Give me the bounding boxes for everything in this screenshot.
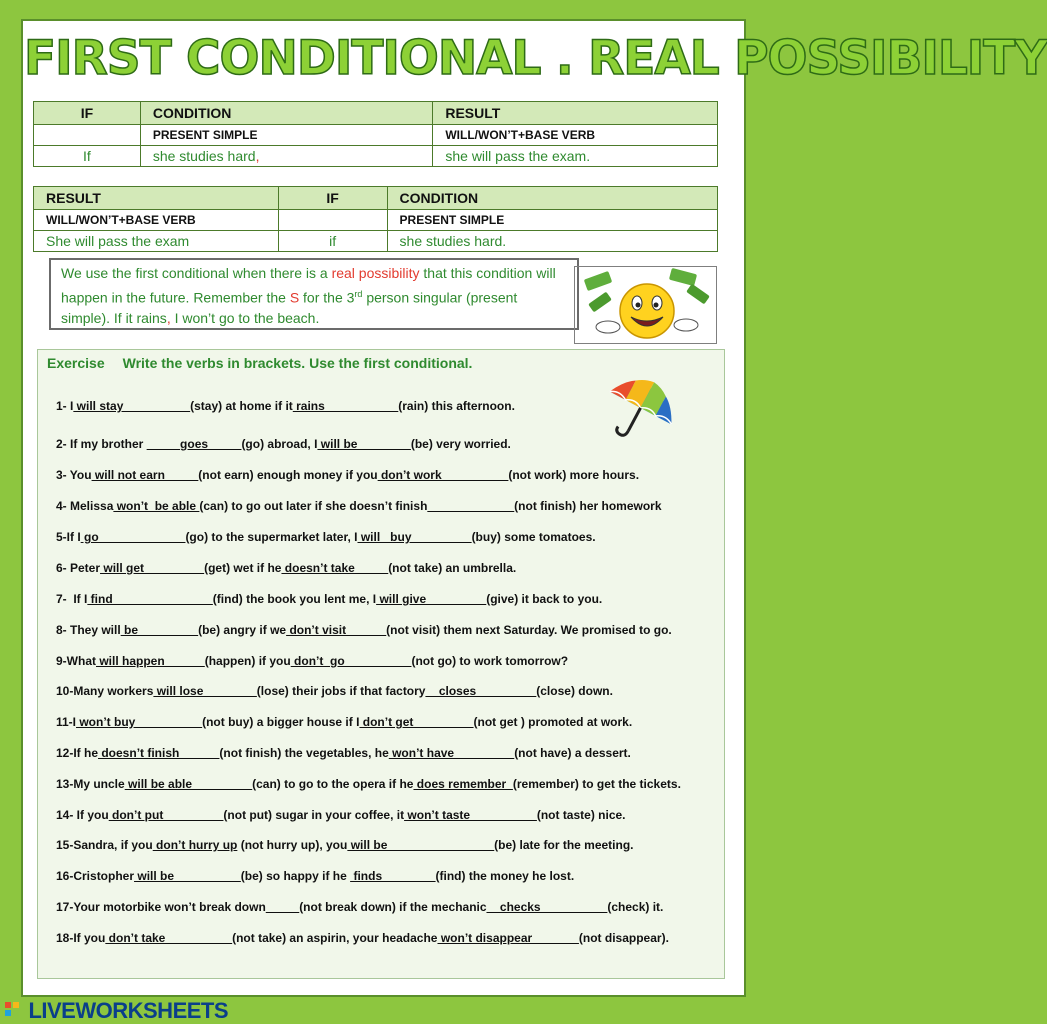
note-highlight-comma: , [166, 309, 171, 326]
exercise-text: (lose) their jobs if that factory [256, 684, 426, 698]
exercise-text: (happen) if you [204, 654, 291, 668]
exercise-text: (not take) an umbrella. [388, 561, 517, 575]
answer-blank[interactable]: won’t disappear_______ [437, 931, 579, 945]
exercise-text: (stay) at home if it [190, 399, 293, 413]
smiley-with-money-icon [575, 267, 716, 343]
exercise-text: (can) to go to the opera if he [252, 777, 414, 791]
answer-blank[interactable]: won’t have_________ [388, 746, 515, 760]
example-if: If [34, 146, 141, 167]
exercise-text: (go) abroad, I [241, 437, 318, 451]
answer-blank[interactable]: will lose________ [153, 684, 257, 698]
sub-result: WILL/WON’T+BASE VERB [34, 210, 279, 231]
answer-blank[interactable]: won’t taste__________ [404, 808, 537, 822]
answer-blank[interactable]: _____________ [427, 499, 515, 513]
exercise-text: (find) the money he lost. [435, 869, 575, 883]
example-condition: she studies hard. [387, 231, 717, 252]
answer-blank[interactable]: will buy_________ [357, 530, 472, 544]
exercise-item [56, 868, 574, 884]
answer-blank[interactable]: will be________________ [347, 838, 495, 852]
table-sub-row [34, 210, 718, 231]
answer-blank[interactable]: will be__________ [134, 869, 241, 883]
header-condition: CONDITION [140, 102, 433, 125]
exercise-item [56, 529, 596, 545]
exercise-text: (buy) some tomatoes. [471, 530, 596, 544]
explanation-note [49, 258, 579, 330]
exercise-text: (be) very worried. [410, 437, 511, 451]
answer-blank[interactable]: won’t be able [113, 499, 200, 513]
exercise-item [56, 622, 672, 638]
exercise-text: 5-If I [56, 530, 81, 544]
exercise-text: (remember) to get the tickets. [512, 777, 681, 791]
exercise-text: (not buy) a bigger house if I [202, 715, 360, 729]
exercise-text: (not work) more hours. [508, 468, 640, 482]
exercise-item [56, 498, 662, 514]
answer-blank[interactable]: _____goes_____ [146, 437, 242, 451]
exercise-text: (not get ) promoted at work. [473, 715, 633, 729]
exercise-text: 1- I [56, 399, 74, 413]
exercise-text: (be) angry if we [198, 623, 287, 637]
note-text: for the 3 [299, 289, 355, 306]
exercise-instruction: Write the verbs in brackets. Use the first conditional. [122, 355, 473, 371]
header-if: IF [34, 102, 141, 125]
exercise-text: (get) wet if he [204, 561, 282, 575]
example-result: she will pass the exam. [433, 146, 718, 167]
exercise-item [56, 683, 613, 699]
answer-blank[interactable]: find_______________ [87, 592, 213, 606]
exercise-text: 17-Your motorbike won’t break down [56, 900, 266, 914]
exercise-item [56, 807, 626, 823]
example-condition [140, 146, 433, 167]
exercise-text: 3- You [56, 468, 92, 482]
exercise-text: (find) the book you lent me, I [212, 592, 377, 606]
answer-blank[interactable]: will stay__________ [73, 399, 191, 413]
answer-blank[interactable]: don’t get_________ [359, 715, 474, 729]
exercise-item [56, 899, 663, 915]
answer-blank[interactable]: don’t put_________ [108, 808, 224, 822]
exercise-text: 9-What [56, 654, 96, 668]
answer-blank[interactable]: be_________ [120, 623, 199, 637]
note-text: We use the first conditional when there is a [61, 265, 332, 281]
exercise-text: (not break down) if the mechanic [299, 900, 487, 914]
exercise-text: (not hurry up), you [237, 838, 348, 852]
sub-if [34, 125, 141, 146]
answer-blank[interactable]: doesn’t finish______ [98, 746, 220, 760]
answer-blank[interactable]: will be able_________ [124, 777, 253, 791]
exercise-text: 15-Sandra, if you [56, 838, 153, 852]
answer-blank[interactable]: will happen______ [96, 654, 205, 668]
header-condition: CONDITION [387, 187, 717, 210]
smiley-money-image [574, 266, 717, 344]
answer-blank[interactable]: don’t work__________ [377, 468, 509, 482]
umbrella-image [600, 370, 682, 444]
brand-name: LIVEWORKSHEETS [28, 998, 229, 1023]
page-title: FIRST CONDITIONAL . REAL POSSIBILITY [24, 31, 1047, 86]
exercise-heading [47, 355, 472, 371]
answer-blank[interactable]: don’t hurry up [152, 838, 238, 852]
table-header-row [34, 187, 718, 210]
answer-blank[interactable]: go_____________ [80, 530, 186, 544]
table-header-row [34, 102, 718, 125]
sub-result: WILL/WON’T+BASE VERB [433, 125, 718, 146]
sub-if [278, 210, 387, 231]
exercise-text: (rain) this afternoon. [398, 399, 515, 413]
answer-blank[interactable]: won’t buy__________ [76, 715, 203, 729]
exercise-item [56, 398, 515, 414]
header-result: RESULT [433, 102, 718, 125]
exercise-label: Exercise [47, 355, 105, 371]
exercise-item [56, 745, 631, 761]
exercise-item [56, 591, 602, 607]
structure-table-result-first [33, 186, 718, 252]
exercise-text: 2- If my brother [56, 437, 147, 451]
answer-blank[interactable]: will get_________ [100, 561, 205, 575]
note-highlight-s: S [289, 289, 300, 306]
exercise-item [56, 714, 632, 730]
exercise-text: 12-If he [56, 746, 99, 760]
answer-blank[interactable]: finds________ [350, 869, 436, 883]
answer-blank[interactable]: will not earn_____ [91, 468, 199, 482]
exercise-text: (not have) a dessert. [514, 746, 631, 760]
answer-blank[interactable]: does remember_ [413, 777, 513, 791]
table-sub-row [34, 125, 718, 146]
answer-blank[interactable]: don’t take__________ [105, 931, 233, 945]
exercise-text: 7- If I [56, 592, 88, 606]
exercise-text: 13-My uncle [56, 777, 125, 791]
answer-blank[interactable]: will give_________ [376, 592, 487, 606]
example-result: She will pass the exam [34, 231, 279, 252]
exercise-text: (not put) sugar in your coffee, it [223, 808, 405, 822]
exercise-text: (not finish) her homework [514, 499, 662, 513]
exercise-text: (not finish) the vegetables, he [219, 746, 389, 760]
note-highlight-real-possibility: real possibility [331, 265, 420, 281]
exercise-text: (can) to go out later if she doesn’t finish [199, 499, 428, 513]
exercise-text: (not visit) them next Saturday. We promised to go. [386, 623, 672, 637]
note-superscript: rd [354, 288, 363, 299]
exercise-text: (be) so happy if he [240, 869, 351, 883]
exercise-text: (not taste) nice. [536, 808, 626, 822]
exercise-text: 16-Cristopher [56, 869, 135, 883]
example-if: if [278, 231, 387, 252]
exercise-text: (give) it back to you. [486, 592, 603, 606]
answer-blank[interactable]: doesn’t take_____ [281, 561, 389, 575]
exercise-item [56, 653, 568, 669]
note-text: I won’t go to the beach. [170, 309, 320, 326]
exercise-text: 10-Many workers [56, 684, 154, 698]
exercise-text: 14- If you [56, 808, 109, 822]
answer-blank[interactable]: will be________ [317, 437, 411, 451]
exercise-text: 8- They will [56, 623, 121, 637]
table-example-row [34, 231, 718, 252]
exercise-item [56, 560, 516, 576]
answer-blank[interactable]: don’t visit______ [286, 623, 387, 637]
exercise-text: (not disappear). [578, 931, 669, 945]
umbrella-icon [600, 370, 682, 444]
structure-table-if-first [33, 101, 718, 167]
note-text: that this condition will happen in the future. Remember the [61, 265, 556, 306]
exercise-text: (not go) to work tomorrow? [411, 654, 569, 668]
exercise-text: (be) late for the meeting. [494, 838, 634, 852]
exercise-text: (check) it. [607, 900, 664, 914]
answer-blank[interactable]: __closes_________ [425, 684, 537, 698]
sub-condition: PRESENT SIMPLE [387, 210, 717, 231]
example-comma: , [255, 148, 260, 164]
exercise-text: 18-If you [56, 931, 106, 945]
exercise-text: 6- Peter [56, 561, 101, 575]
exercise-text: 11-I [56, 715, 77, 729]
answer-blank[interactable]: __checks__________ [486, 900, 608, 914]
exercise-item [56, 776, 681, 792]
exercise-text: (not take) an aspirin, your headache [232, 931, 438, 945]
exercise-item [56, 467, 639, 483]
header-result: RESULT [34, 187, 279, 210]
answer-blank[interactable]: don’t go__________ [290, 654, 412, 668]
exercise-item [56, 930, 669, 946]
answer-blank[interactable]: rains___________ [292, 399, 399, 413]
exercise-text: (go) to the supermarket later, I [185, 530, 358, 544]
header-if: IF [278, 187, 387, 210]
exercise-text: (not earn) enough money if you [198, 468, 378, 482]
table-example-row [34, 146, 718, 167]
brand-footer [4, 998, 228, 1022]
exercise-text: (close) down. [536, 684, 613, 698]
sub-condition: PRESENT SIMPLE [140, 125, 433, 146]
answer-blank[interactable]: _____ [265, 900, 300, 914]
exercise-item [56, 837, 634, 853]
example-condition-text: she studies hard [152, 148, 256, 164]
exercise-item [56, 436, 511, 452]
liveworksheets-logo-icon [4, 1000, 24, 1022]
exercise-text: 4- Melissa [56, 499, 114, 513]
note-text: person singular (present simple). If it rains [61, 289, 518, 326]
